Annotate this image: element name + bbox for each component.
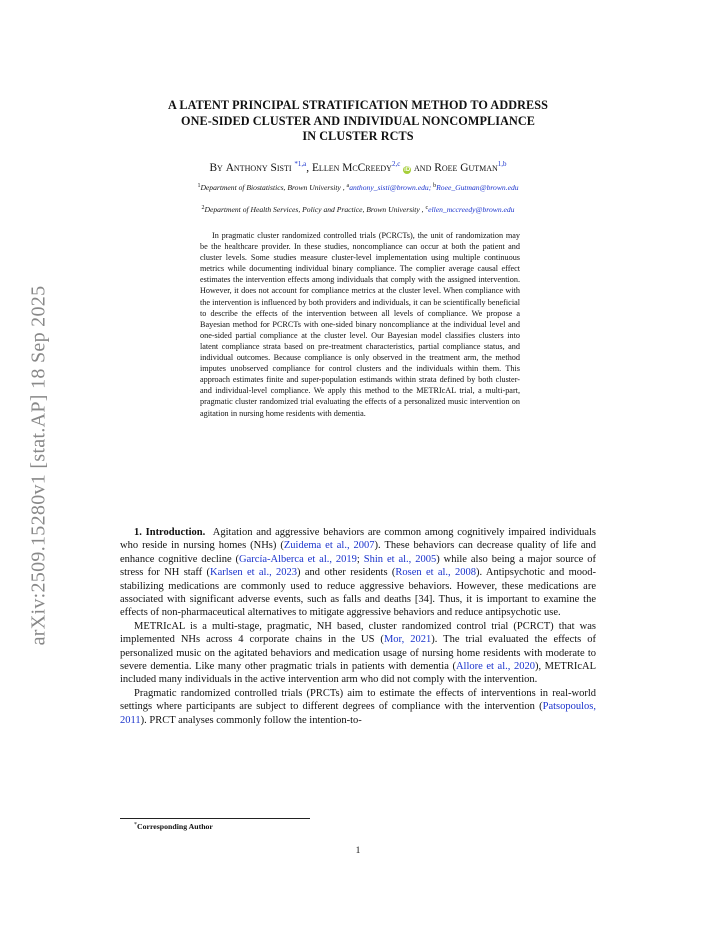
paragraph <box>120 620 596 687</box>
affiliation-number: 1 <box>197 183 201 189</box>
text-run: ; <box>356 553 364 565</box>
affiliation-text: Department of Health Services, Policy and Practice, Brown University , <box>204 205 424 214</box>
author-name: Anthony Sisti <box>225 162 292 174</box>
affiliation-1 <box>120 183 596 192</box>
text-run: ). The trial evaluated the effects of personalized music on the agitated behaviors and medication usage of nursing home residents with moderate to severe dementia. Like many other pragmatic trials in patients with dementia ( <box>120 634 596 673</box>
orcid-icon[interactable]: iD <box>404 167 411 173</box>
citation-link[interactable]: Shin et al., 2005 <box>363 553 437 565</box>
paragraph <box>120 526 596 620</box>
page-number: 1 <box>355 846 361 856</box>
email-mark: c <box>425 205 429 211</box>
author-footnote-link[interactable]: *1,a <box>294 160 307 168</box>
email-link[interactable]: anthony_sisti@brown.edu; <box>349 183 432 192</box>
citation-link[interactable]: García-Alberca et al., 2019 <box>239 553 357 565</box>
citation-link[interactable]: Mor, 2021 <box>383 634 432 646</box>
abstract-text: In pragmatic cluster randomized controlled trials (PCRCTs), the unit of randomization may be the healthcare provider. In these studies, noncompliance can occur at both the patient and cluster levels. Some studies measure cluster-level implementation using multiple continuous metrics while documenting individual binary compliance. The complier average causal effect estimates the intervention effects among individuals that comply with the assigned intervention. However, it does not account for compliance metrics at the cluster level. When compliance with the intervention is influenced by both providers and individuals, it can be scientifically beneficial to describe the effects of the intervention between all levels of compliance. We propose a Bayesian method for PCRCTs with one-sided binary noncompliance at the individual level and one-sided partial compliance at the cluster level. Our Bayesian model classifies clusters into latent compliance strata based on pre-treatment characteristics, partial compliance status, and individual outcomes. Because compliance is only observed in the treatment arm, the method imputes unobserved compliance for control clusters and the individuals within them. This approach estimates finite and super-population estimands within strata defined by both cluster- and individual-level compliance. We apply this method to the METRIcAL trial, a multi-part, pragmatic cluster randomized trial evaluating the effects of a personalized music intervention on agitation in nursing home residents with dementia. <box>200 231 520 418</box>
email-link[interactable]: ellen_mccreedy@brown.edu <box>428 205 515 214</box>
citation-link[interactable]: Allore et al., 2020 <box>455 661 535 673</box>
email-mark: b <box>433 183 437 189</box>
abstract <box>200 230 520 419</box>
body-text <box>120 526 596 727</box>
email-mark: a <box>346 183 350 189</box>
and-label: and <box>414 162 432 174</box>
footnote-text: Corresponding Author <box>137 822 213 831</box>
arxiv-identifier-text: arXiv:2509.15280v1 [stat.AP] 18 Sep 2025 <box>27 285 50 645</box>
footnote <box>134 822 213 831</box>
text-run: ). Antipsychotic and mood-stabilizing medications are commonly used to reduce aggressive behaviors. However, these medications are associated with significant adverse events, such as falls and deaths [34]. Thus, it is important to examine the effects of non-pharmaceutical alternatives to mitigate aggressive behaviors and reduce antipsychotic use. <box>120 567 596 619</box>
author-footnote-link[interactable]: 1,b <box>497 160 507 168</box>
title-line-3: IN CLUSTER RCTS <box>302 129 414 144</box>
arxiv-identifier <box>18 255 60 675</box>
author-list: By Anthony Sisti $^{*1,a}$, Ellen McCreedy$^{2,c}$ iD and Roee Gutman$^{1,b}$ <box>209 160 507 174</box>
affiliation-2 <box>120 205 596 214</box>
email-link[interactable]: Roee_Gutman@brown.edu <box>436 183 519 192</box>
text-run: ) while also being a major source of stress for NH staff ( <box>120 553 597 579</box>
author-name: Roee Gutman <box>434 162 498 174</box>
footnote-mark: * <box>134 822 137 828</box>
author-footnote-link[interactable]: 2,c <box>391 160 401 168</box>
section-heading: 1. Introduction. <box>134 527 206 538</box>
footnote-divider <box>120 818 310 819</box>
author-name: Ellen McCreedy <box>311 162 392 174</box>
text-run: ). These behaviors can decrease quality of life and enhance cognitive decline ( <box>120 540 596 565</box>
citation-link[interactable]: Patsopoulos, 2011 <box>120 701 596 726</box>
paragraph <box>120 687 596 727</box>
text-run: Pragmatic randomized controlled trials (PRCTs) aim to estimate the effects of interventions in real-world settings where participants are subject to different degrees of compliance with the intervention ( <box>120 687 596 713</box>
affiliation-text: Department of Biostatistics, Brown University , <box>200 183 345 192</box>
citation-link[interactable]: Zuidema et al., 2007 <box>283 540 375 552</box>
title-line-1: A LATENT PRINCIPAL STRATIFICATION METHOD TO ADDRESS <box>167 98 549 112</box>
affiliation-number: 2 <box>201 205 205 211</box>
citation-link[interactable]: Karlsen et al., 2023 <box>210 567 298 579</box>
by-label: By <box>209 162 223 174</box>
text-run: ). PRCT analyses commonly follow the intention-to- <box>140 714 362 726</box>
text-run: ), METRIcAL included many individuals in the active intervention arm who did not comply with the intervention. <box>120 661 596 686</box>
text-run: ) and other residents ( <box>297 567 396 579</box>
text-run: Agitation and aggressive behaviors are common among cognitively impaired individuals who reside in nursing homes (NHs) ( <box>120 527 597 552</box>
text-run: METRIcAL is a multi-stage, pragmatic, NH based, cluster randomized control trial (PCRCT) that was implemented NHs across 4 corporate chains in the US ( <box>120 620 596 646</box>
title-line-2: ONE-SIDED CLUSTER AND INDIVIDUAL NONCOMPLIANCE <box>180 113 536 128</box>
citation-link[interactable]: Rosen et al., 2008 <box>395 567 476 579</box>
paper-title <box>120 98 596 145</box>
